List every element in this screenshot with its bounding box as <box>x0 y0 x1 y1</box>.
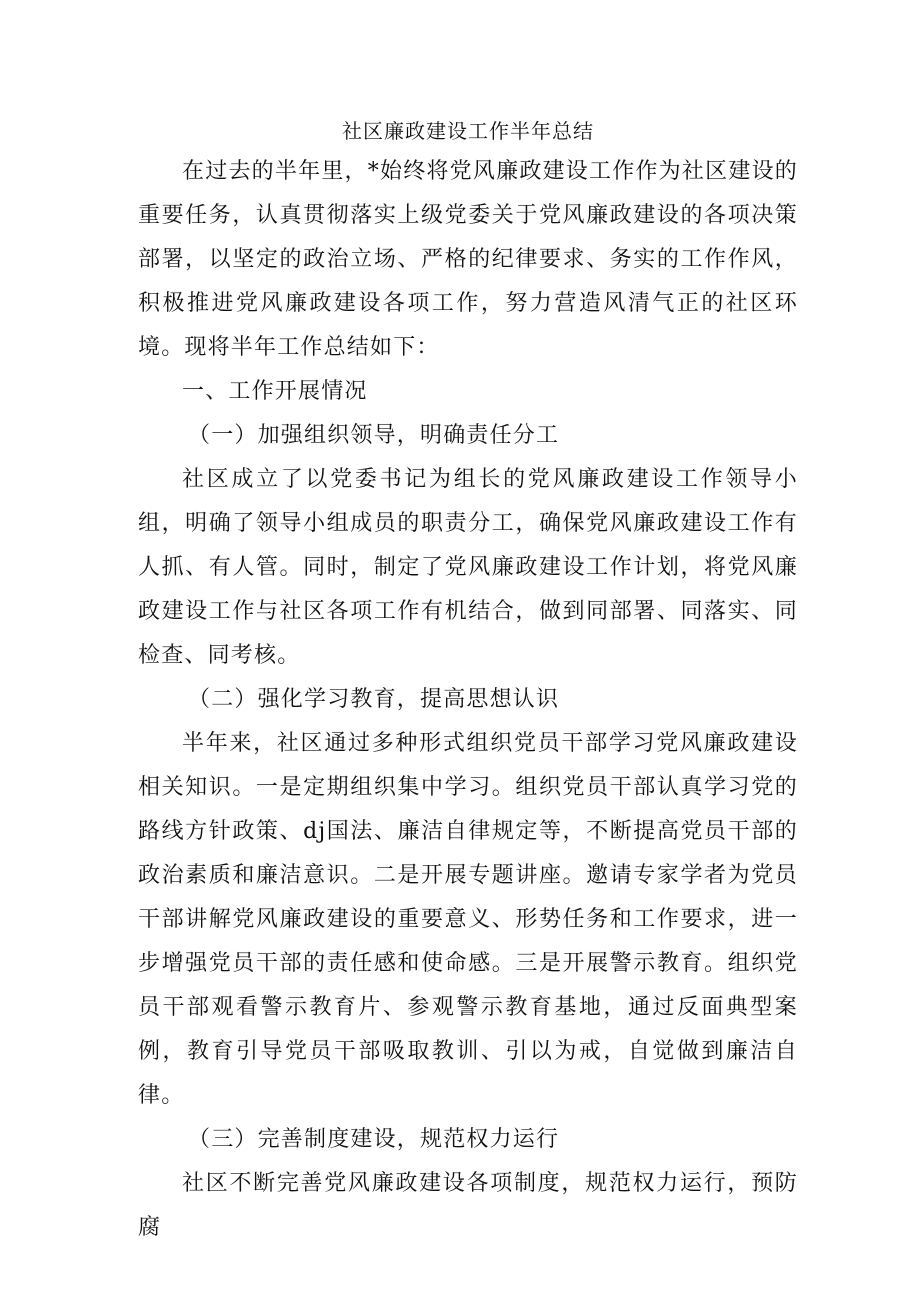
intro-paragraph: 在过去的半年里，*始终将党风廉政建设工作作为社区建设的重要任务，认真贯彻落实上级党委关于党风廉政建设的各项决策部署，以坚定的政治立场、严格的纪律要求、务实的工作作风，积极推进党风廉政建设各项工作，努力营造风清气正的社区环境。现将半年工作总结如下： <box>138 159 798 360</box>
document-title: 社区廉政建设工作半年总结 <box>342 119 594 143</box>
subsection-body-2: 半年来，社区通过多种形式组织党员干部学习党风廉政建设相关知识。一是定期组织集中学习。组织党员干部认真学习党的路线方针政策、dj国法、廉洁自律规定等，不断提高党员干部的政治素质和廉洁意识。二是开展专题讲座。邀请专家学者为党员干部讲解党风廉政建设的重要意义、形势任务和工作要求，进一步增强党员干部的责任感和使命感。三是开展警示教育。组织党员干部观看警示教育片、参观警示教育基地，通过反面典型案例，教育引导党员干部吸取教训、引以为戒，自觉做到廉洁自律。 <box>138 731 798 1108</box>
subsection-body-1: 社区成立了以党委书记为组长的党风廉政建设工作领导小组，明确了领导小组成员的职责分工，确保党风廉政建设工作有人抓、有人管。同时，制定了党风廉政建设工作计划，将党风廉政建设工作与社区各项工作有机结合，做到同部署、同落实、同检查、同考核。 <box>138 467 798 668</box>
subsection-heading-2: （二）强化学习教育，提高思想认识 <box>188 687 560 712</box>
subsection-heading-3: （三）完善制度建设，规范权力运行 <box>188 1127 560 1152</box>
subsection-heading-1: （一）加强组织领导，明确责任分工 <box>188 423 560 448</box>
subsection-body-3: 社区不断完善党风廉政建设各项制度，规范权力运行，预防腐 <box>138 1171 798 1240</box>
document-content <box>138 112 798 1250</box>
section-heading-1: 一、工作开展情况 <box>182 379 368 404</box>
